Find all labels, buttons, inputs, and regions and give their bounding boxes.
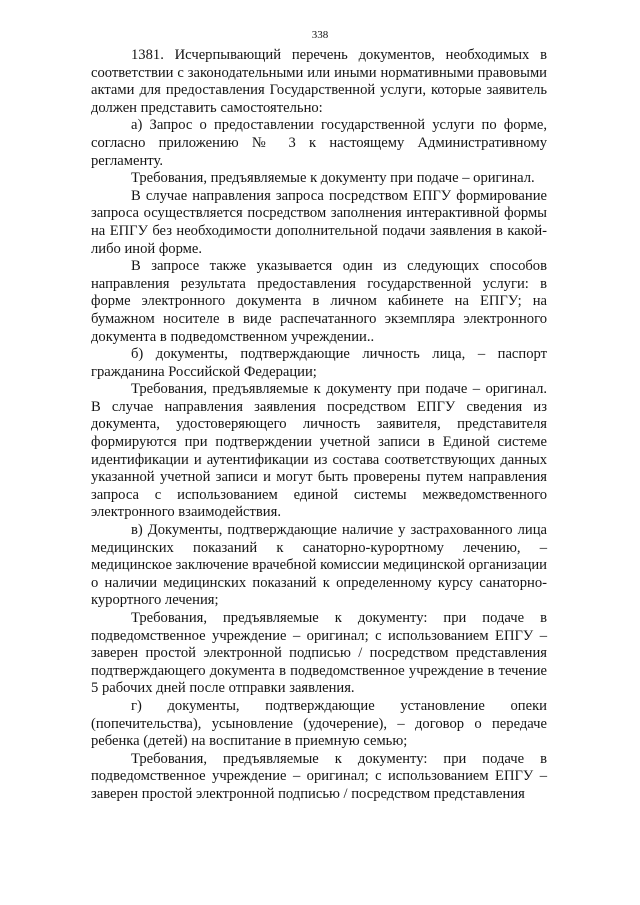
paragraph-item-g: г) документы, подтверждающие установление опеки (попечительства), усыновление (удочерение), – договор о передаче ребенка (детей) на воспитание в приемную семью; bbox=[91, 697, 547, 750]
document-body bbox=[91, 47, 547, 804]
paragraph-requirements-v: Требования, предъявляемые к документу: при подаче в подведомственное учреждение – оригинал; с использованием ЕПГУ – заверен простой электронной подписью / посредством представления подтверждающего документа в подведомственное учреждение в течение 5 рабочих дней после отправки заявления. bbox=[91, 610, 547, 697]
paragraph-requirements-a: Требования, предъявляемые к документу при подаче – оригинал. bbox=[131, 170, 535, 187]
page-number: 338 bbox=[311, 29, 329, 41]
paragraph-item-v: в) Документы, подтверждающие наличие у застрахованного лица медицинских показаний к санаторно-курортному лечению, – медицинское заключение врачебной комиссии медицинской организации о наличии медицинских показаний к определенному курсу санаторно-курортного лечения; bbox=[91, 522, 547, 609]
paragraph-requirements-g: Требования, предъявляемые к документу: при подаче в подведомственное учреждение – оригинал; с использованием ЕПГУ – заверен простой электронной подписью / посредством представления bbox=[91, 750, 547, 802]
paragraph-result-delivery: В запросе также указывается один из следующих способов направления результата предоставления государственной услуги: в форме электронного документа в личном кабинете на ЕПГУ; на бумажном носителе в виде распечатанного экземпляра электронного документа в подведомственном учреждении.. bbox=[91, 258, 547, 345]
paragraph-requirements-b: Требования, предъявляемые к документу при подаче – оригинал. В случае направления заявления посредством ЕПГУ сведения из документа, удостоверяющего личность заявителя, представителя формируются при подтверждении учетной записи в Единой системе идентификации и аутентификации из состава соответствующих данных указанной учетной записи и могут быть проверены путем направления запроса с использованием единой системы межведомственного электронного взаимодействия. bbox=[91, 381, 547, 521]
paragraph-epgu-request: В случае направления запроса посредством ЕПГУ формирование запроса осуществляется посредством заполнения интерактивной формы на ЕПГУ без необходимости дополнительной подачи заявления в какой-либо иной форме. bbox=[91, 187, 547, 257]
paragraph-item-a: а) Запрос о предоставлении государственной услуги по форме, согласно приложению № 3 к настоящему Административному регламенту. bbox=[91, 117, 547, 169]
paragraph-item-b: б) документы, подтверждающие личность лица, – паспорт гражданина Российской Федерации; bbox=[91, 346, 547, 380]
paragraph-1381-heading: 1381. Исчерпывающий перечень документов, необходимых в соответствии с законодательными или иными нормативными правовыми актами для предоставления Государственной услуги, которые заявитель должен представить самостоятельно: bbox=[91, 47, 547, 116]
